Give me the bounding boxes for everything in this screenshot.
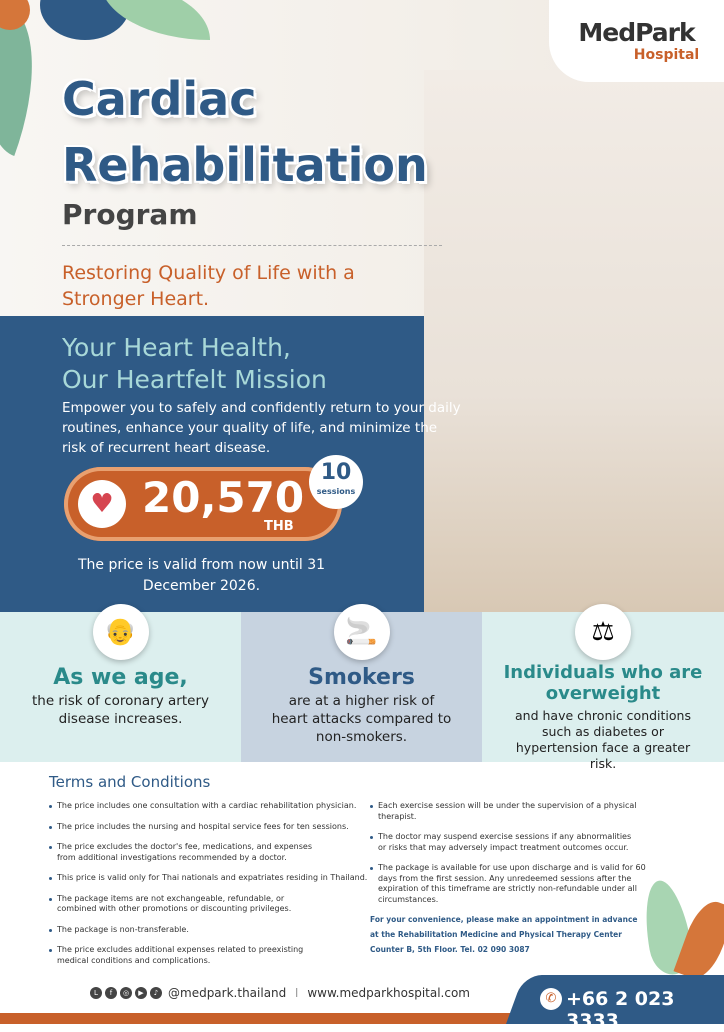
- appointment-line: at the Rehabilitation Medicine and Physical Therapy Center: [370, 930, 622, 939]
- facebook-icon[interactable]: f: [105, 987, 117, 999]
- risk-text: the risk of coronary artery disease increases.: [31, 693, 209, 727]
- term-item: The package is non-transferable.: [49, 925, 369, 936]
- price-validity: The price is valid from now until 31 December 2026.: [77, 557, 326, 594]
- tagline: Restoring Quality of Life with a Stronger Heart.: [62, 262, 355, 310]
- title-line3: Program: [62, 198, 198, 231]
- term-item: The price includes one consultation with a cardiac rehabilitation physician.: [49, 801, 369, 812]
- sessions-badge: [309, 455, 363, 509]
- mission-description: Empower you to safely and confidently return to your daily routines, enhance your quality of life, and minimize the risk of recurrent heart disease.: [62, 400, 461, 456]
- risk-age: [0, 612, 241, 762]
- sessions-label: sessions: [316, 487, 356, 496]
- terms-heading: Terms and Conditions: [49, 773, 211, 791]
- appointment-line: For your convenience, please make an appointment in advance: [370, 915, 638, 924]
- term-item: The package is available for use upon discharge and is valid for 60 days from the first session. Any unredeemed sessions after the expiration of this timeframe are strictly non-refundable under all circumstances.: [370, 863, 650, 905]
- appointment-note: [370, 912, 638, 957]
- price-amount: 20,570: [142, 473, 305, 522]
- term-item: The price includes the nursing and hospital service fees for ten sessions.: [49, 822, 369, 833]
- cigarette-icon: 🚬: [334, 604, 390, 660]
- phone-icon: ✆: [540, 988, 562, 1010]
- risk-text: are at a higher risk of heart attacks compared to non-smokers.: [271, 693, 452, 745]
- hero-photo: [424, 70, 724, 612]
- title-line1: Cardiac: [62, 72, 257, 126]
- terms-list-left: [49, 801, 369, 976]
- term-item: The package items are not exchangeable, refundable, or combined with other promotions or discounting privileges.: [49, 894, 309, 915]
- divider: [62, 245, 442, 246]
- social-links: [90, 986, 470, 1000]
- risk-overweight: [482, 612, 724, 771]
- line-icon[interactable]: L: [90, 987, 102, 999]
- mission-heading: [62, 332, 327, 396]
- term-item: The doctor may suspend exercise sessions if any abnormalities or risks that may adversely impact treatment outcomes occur.: [370, 832, 640, 853]
- sessions-count: 10: [320, 460, 352, 485]
- logo-name: MedPark: [578, 18, 695, 47]
- risk-title: As we age,: [53, 665, 188, 690]
- logo-sub: Hospital: [633, 47, 700, 63]
- heart-pulse-icon: ♥: [78, 480, 126, 528]
- price-currency: THB: [264, 519, 294, 534]
- elderly-person-icon: 👴: [93, 604, 149, 660]
- phone-number[interactable]: +66 2 023 3333: [566, 988, 675, 1032]
- title-line2: Rehabilitation: [62, 138, 428, 192]
- risk-title: Smokers: [308, 665, 415, 690]
- term-item: The price excludes the doctor's fee, medications, and expenses from additional investigations recommended by a doctor.: [49, 842, 319, 863]
- scale-icon: ⚖: [575, 604, 631, 660]
- separator: |: [295, 988, 299, 998]
- instagram-icon[interactable]: ◎: [120, 987, 132, 999]
- mission-line1: Your Heart Health,: [62, 333, 291, 362]
- terms-list-right: [370, 801, 670, 915]
- youtube-icon[interactable]: ▶: [135, 987, 147, 999]
- term-item: The price excludes additional expenses related to preexisting medical conditions and complications.: [49, 945, 309, 966]
- risk-text: and have chronic conditions such as diabetes or hypertension face a greater risk.: [515, 708, 691, 771]
- medpark-logo: [549, 0, 724, 82]
- website-link[interactable]: www.medparkhospital.com: [307, 986, 470, 1000]
- term-item: Each exercise session will be under the supervision of a physical therapist.: [370, 801, 670, 822]
- social-handle[interactable]: @medpark.thailand: [168, 986, 287, 1000]
- risk-smokers: [241, 612, 482, 762]
- term-item: This price is valid only for Thai nationals and expatriates residing in Thailand.: [49, 873, 369, 884]
- appointment-line: Counter B, 5th Floor. Tel. 02 090 3087: [370, 945, 530, 954]
- mission-line2: Our Heartfelt Mission: [62, 365, 327, 394]
- price-badge: [64, 467, 342, 541]
- tiktok-icon[interactable]: ♪: [150, 987, 162, 999]
- risk-title: Individuals who are overweight: [503, 662, 703, 704]
